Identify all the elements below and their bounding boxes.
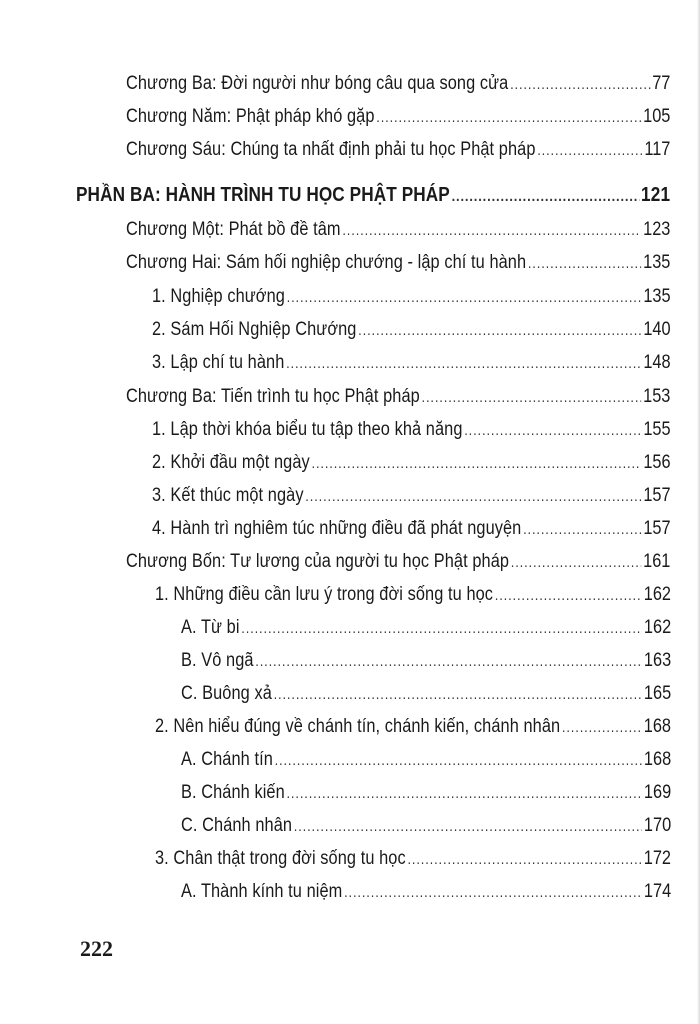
toc-entry-page: 117 <box>644 139 671 160</box>
toc-entry-label: 2. Sám Hối Nghiệp Chướng <box>152 319 357 340</box>
toc-leader-dots <box>241 613 642 645</box>
toc-entry-page: 162 <box>643 584 671 605</box>
toc-entry-label: 1. Những điều cần lưu ý trong đời sống tu học <box>155 584 494 605</box>
toc-entry-label: 1. Nghiệp chướng <box>152 286 285 307</box>
toc-leader-dots <box>358 315 641 347</box>
toc-leader-dots <box>510 69 650 101</box>
toc-entry <box>181 777 671 809</box>
toc-leader-dots <box>305 481 641 513</box>
page-number: 222 <box>80 936 113 961</box>
toc-leader-dots <box>523 514 642 546</box>
toc-part-page: 121 <box>641 184 671 206</box>
toc-entry-label: A. Từ bi <box>181 617 240 638</box>
toc-entry-label: 3. Chân thật trong đời sống tu học <box>155 848 406 869</box>
toc-leader-dots <box>294 811 642 843</box>
toc-entry-page: 77 <box>652 73 671 94</box>
toc-entry <box>152 480 671 512</box>
toc-entry <box>181 645 671 677</box>
toc-entry <box>126 101 670 133</box>
toc-entry <box>126 381 670 413</box>
toc-entry-page: 135 <box>643 252 671 273</box>
toc-entry <box>155 711 671 743</box>
toc-entry-label: A. Thành kính tu niệm <box>181 881 343 902</box>
toc-entry-page: 168 <box>643 749 672 770</box>
toc-entry-page: 174 <box>643 881 672 902</box>
toc-part-label: PHẦN BA: HÀNH TRÌNH TU HỌC PHẬT PHÁP <box>76 184 450 206</box>
toc-entry-label: 1. Lập thời khóa biểu tu tập theo khả năng <box>152 419 463 440</box>
toc-entry <box>152 314 671 346</box>
toc-entry-page: 161 <box>643 551 671 572</box>
toc-leader-dots <box>312 448 642 480</box>
toc-entry <box>181 612 671 644</box>
toc-entry-label: Chương Năm: Phật pháp khó gặp <box>126 106 375 127</box>
toc-entry-label: A. Chánh tín <box>181 749 273 770</box>
toc-leader-dots <box>537 135 642 167</box>
toc-entry <box>155 843 671 875</box>
toc-leader-dots <box>274 679 643 711</box>
toc-entry-label: Chương Một: Phát bồ đề tâm <box>126 219 341 240</box>
toc-leader-dots <box>376 102 641 134</box>
toc-leader-dots <box>344 877 642 909</box>
toc-leader-dots <box>422 382 642 414</box>
toc-entry <box>126 214 670 246</box>
toc-leader-dots <box>275 745 643 777</box>
toc-entry <box>181 744 671 776</box>
toc-leader-dots <box>407 844 642 876</box>
toc-entry <box>155 579 671 611</box>
toc-entry <box>152 513 671 545</box>
toc-entry-label: Chương Hai: Sám hối nghiệp chướng - lập chí tu hành <box>126 252 527 273</box>
toc-entry-label: C. Chánh nhân <box>181 815 293 836</box>
toc-entry-page: 157 <box>643 518 671 539</box>
toc-leader-dots <box>562 712 642 744</box>
toc-leader-dots <box>287 282 642 314</box>
toc-entry-page: 153 <box>643 386 671 407</box>
toc-entry <box>152 447 671 479</box>
toc-entry <box>181 678 671 710</box>
toc-entry-label: 2. Nên hiểu đúng về chánh tín, chánh kiến, chánh nhân <box>155 716 561 737</box>
toc-entry-page: 168 <box>643 716 671 737</box>
toc-entry-label: 2. Khởi đầu một ngày <box>152 452 310 473</box>
toc-entry-label: Chương Sáu: Chúng ta nhất định phải tu học Phật pháp <box>126 139 536 160</box>
toc-entry-page: 165 <box>643 683 672 704</box>
toc-entry-label: Chương Bốn: Tư lương của người tu học Phật pháp <box>126 551 510 572</box>
toc-leader-dots <box>511 547 642 579</box>
toc-entry-page: 155 <box>643 419 671 440</box>
toc-entry <box>152 414 671 446</box>
toc-entry-label: 3. Lập chí tu hành <box>152 352 285 373</box>
toc-leader-dots <box>495 580 642 612</box>
toc-leader-dots <box>342 215 641 247</box>
toc-entry-label: Chương Ba: Đời người như bóng câu qua song cửa <box>126 73 509 94</box>
toc-entry <box>181 810 671 842</box>
toc-entry-label: B. Vô ngã <box>181 650 254 671</box>
toc-entry-label: B. Chánh kiến <box>181 782 285 803</box>
toc-leader-dots <box>255 646 642 678</box>
toc-entry-page: 172 <box>643 848 671 869</box>
toc-entry <box>181 876 671 908</box>
toc-part-heading <box>76 179 670 211</box>
toc-entry-page: 135 <box>643 286 671 307</box>
toc-leader-dots <box>464 415 641 447</box>
toc-entry <box>126 546 670 578</box>
toc-leader-dots <box>286 778 642 810</box>
toc-entry-label: Chương Ba: Tiến trình tu học Phật pháp <box>126 386 420 407</box>
toc-entry <box>152 281 671 313</box>
toc-entry-page: 148 <box>643 352 671 373</box>
toc-entry-page: 156 <box>643 452 671 473</box>
toc-entry-label: 3. Kết thúc một ngày <box>152 485 304 506</box>
toc-leader-dots <box>452 181 640 213</box>
toc-leader-dots <box>528 248 642 280</box>
toc-entry-page: 170 <box>643 815 672 836</box>
toc-entry-label: C. Buông xả <box>181 683 272 704</box>
toc-entry <box>152 347 671 379</box>
toc-entry <box>126 68 670 100</box>
toc-leader-dots <box>286 348 642 380</box>
toc-entry-page: 123 <box>643 219 671 240</box>
toc-entry-page: 163 <box>643 650 672 671</box>
toc-entry-page: 169 <box>643 782 672 803</box>
toc-entry-page: 105 <box>643 106 671 127</box>
toc-entry-page: 140 <box>643 319 671 340</box>
toc-entry <box>126 134 670 166</box>
toc-entry <box>126 247 670 279</box>
toc-entry-page: 157 <box>643 485 671 506</box>
toc-entry-label: 4. Hành trì nghiêm túc những điều đã phát nguyện <box>152 518 522 539</box>
toc-entry-page: 162 <box>643 617 672 638</box>
